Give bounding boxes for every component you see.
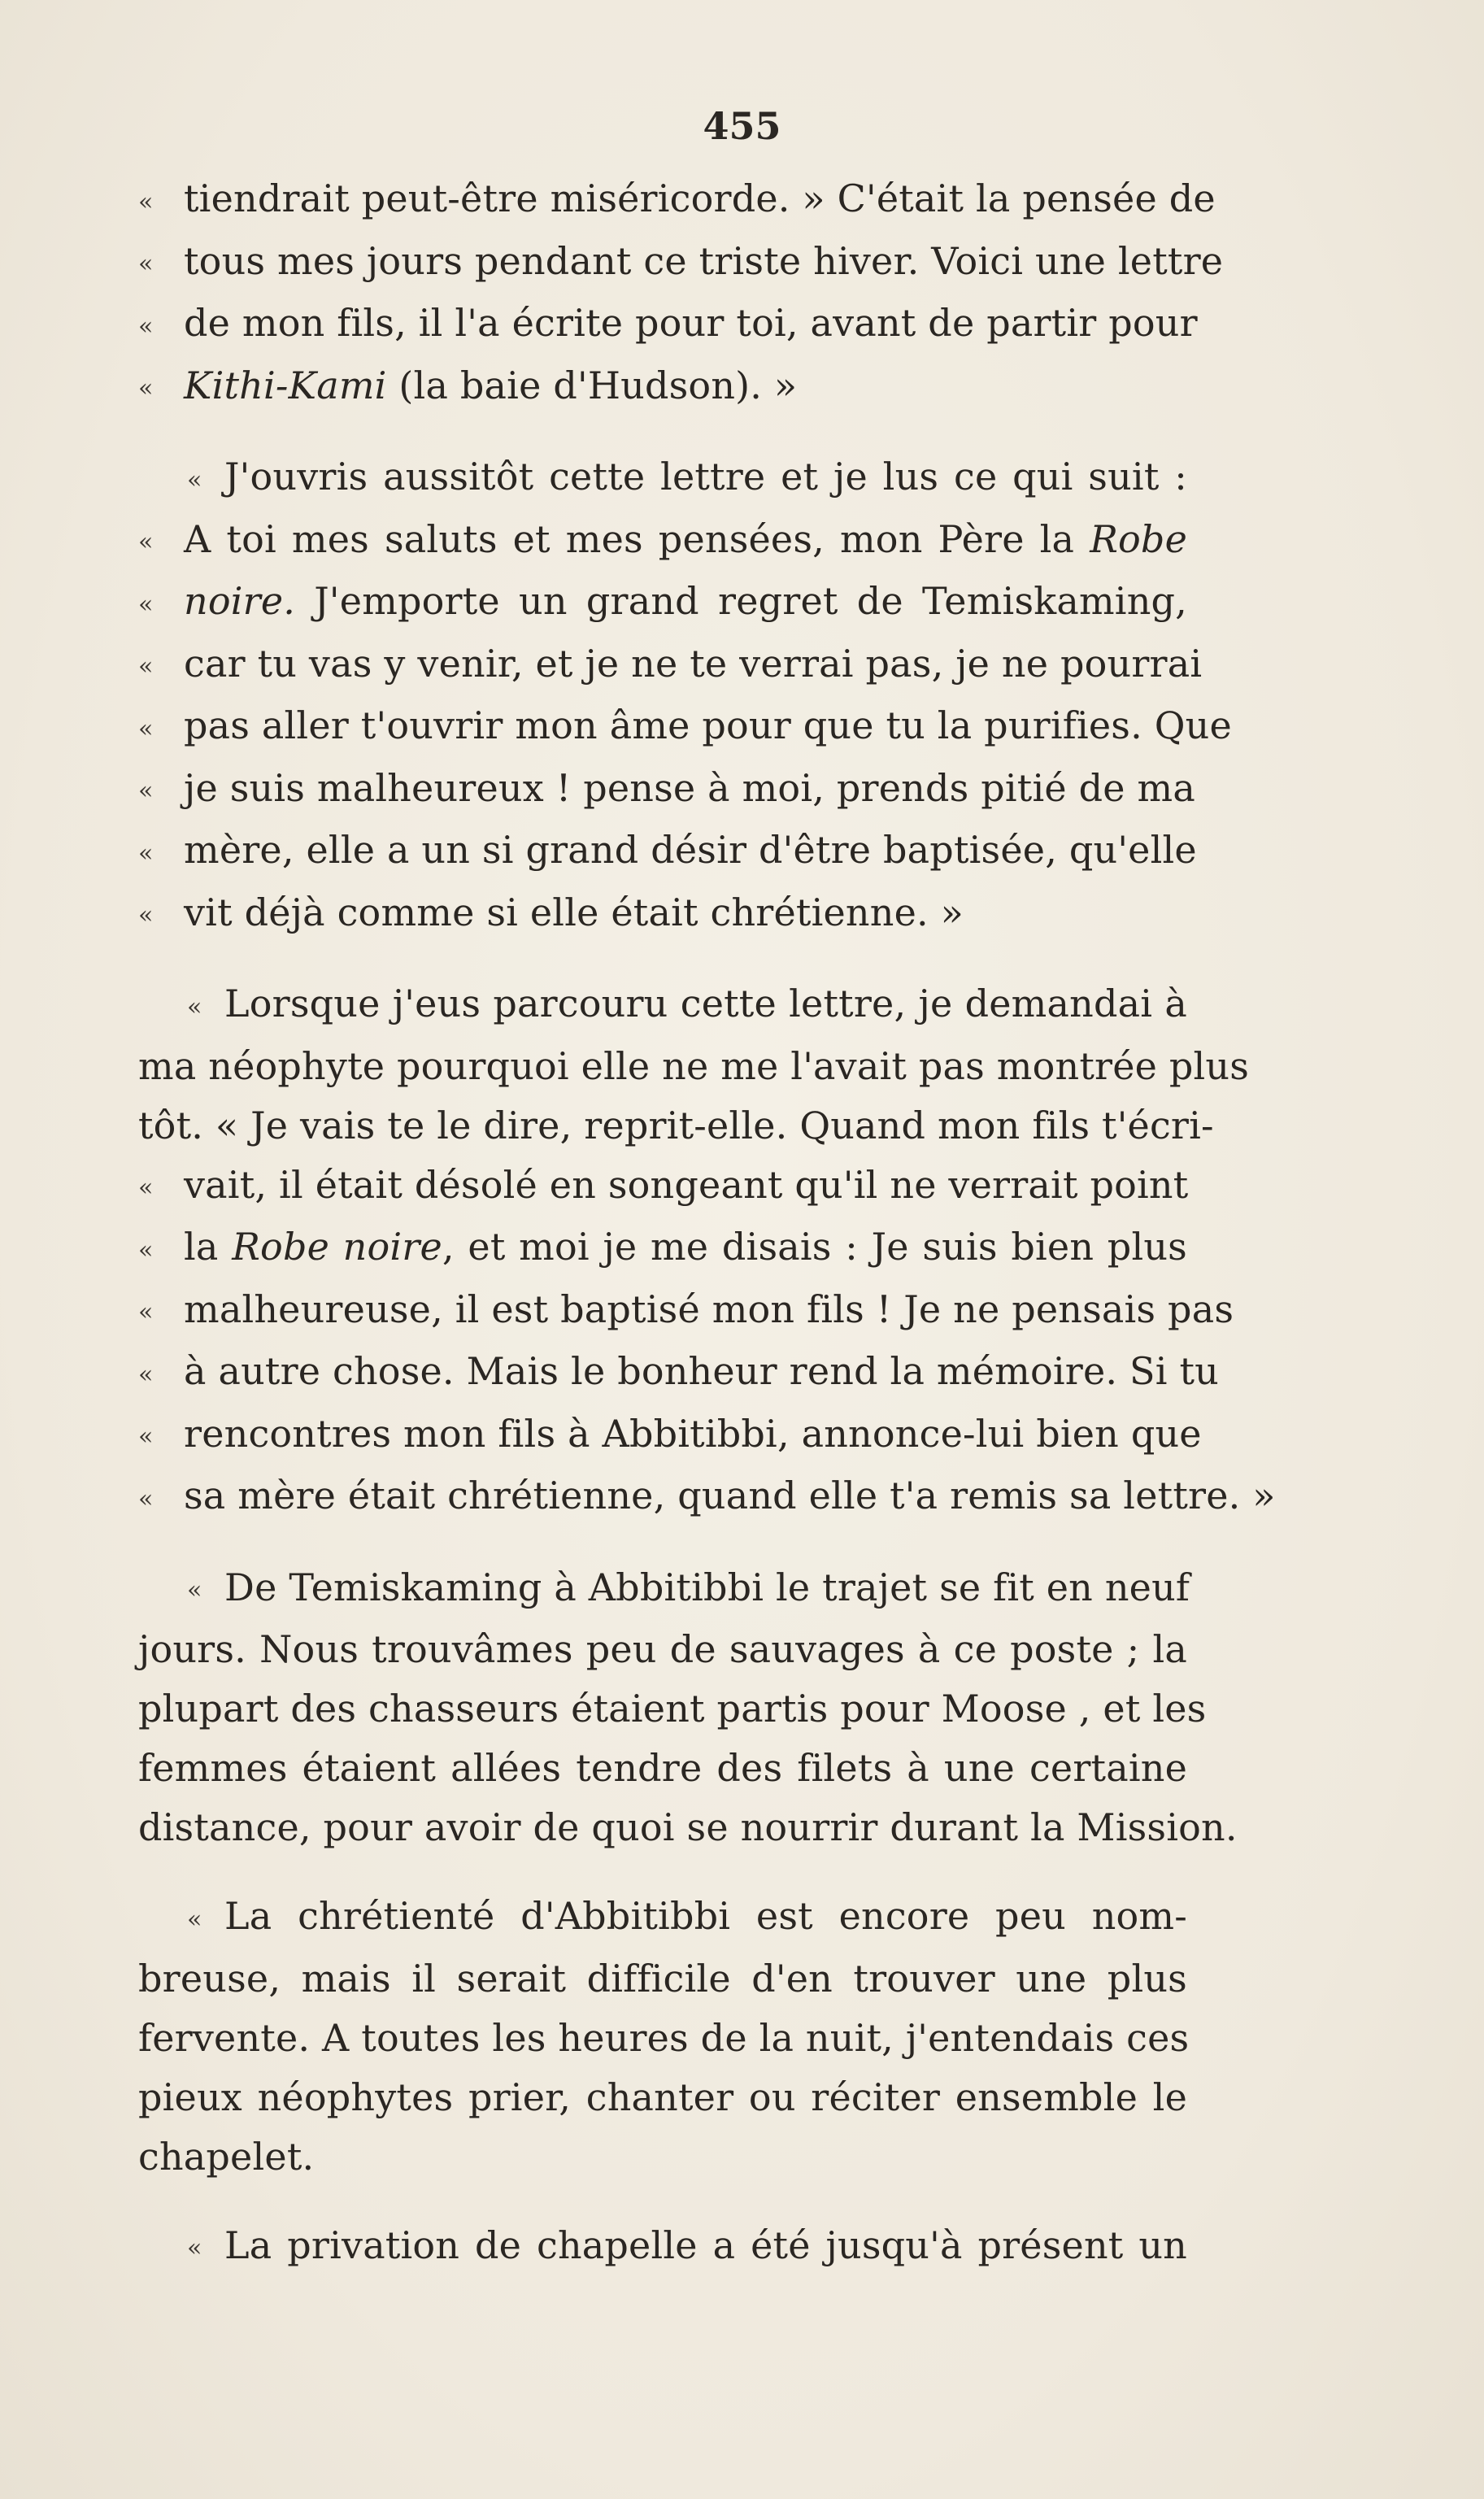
text-line: « malheureuse, il est baptisé mon fils ! Je ne pensais pas — [138, 1280, 1187, 1343]
quote-mark: « — [138, 1422, 154, 1451]
text-line: « tous mes jours pendant ce triste hiver. Voici une lettre — [138, 232, 1187, 294]
text-line: « A toi mes saluts et mes pensées, mon Père la Robe — [138, 510, 1187, 573]
paragraph — [138, 1887, 1190, 2187]
quote-mark: « — [138, 652, 154, 681]
text-line: « pas aller t'ouvrir mon âme pour que tu la purifies. Que — [138, 696, 1187, 759]
text-line: « la Robe noire, et moi je me disais : Je suis bien plus — [138, 1217, 1187, 1280]
text-line: jours. Nous trouvâmes peu de sauvages à ce poste ; la — [138, 1627, 1187, 1671]
quote-mark: « — [138, 1298, 154, 1326]
quote-mark: « — [138, 714, 154, 743]
quote-mark: « — [138, 528, 154, 556]
text-line: breuse, mais il serait difficile d'en trouver une plus — [138, 1956, 1187, 2001]
quote-mark: « — [138, 1173, 154, 1202]
quote-mark: « — [138, 1484, 154, 1513]
body-text — [138, 169, 1276, 2307]
quote-mark: « — [138, 1235, 154, 1265]
paragraph — [138, 2216, 1187, 2279]
text-line: « La chrétienté d'Abbitibbi est encore peu nom- — [138, 1887, 1187, 1949]
quote-mark: « — [187, 465, 202, 494]
text-line: « sa mère était chrétienne, quand elle t'a remis sa lettre. » — [138, 1466, 1187, 1529]
quote-mark: « — [138, 187, 154, 216]
text-line: « je suis malheureux ! pense à moi, prends pitié de ma — [138, 759, 1187, 821]
quote-mark: « — [187, 1905, 202, 1934]
text-line: « à autre chose. Mais le bonheur rend la mémoire. Si tu — [138, 1342, 1187, 1404]
text-line: fervente. A toutes les heures de la nuit, j'entendais ces — [138, 2015, 1190, 2060]
page-number: 455 — [703, 104, 781, 148]
text-line: tôt. « Je vais te le dire, reprit-elle. Quand mon fils t'écri- — [138, 1103, 1214, 1147]
text-line: « Lorsque j'eus parcouru cette lettre, je demandai à — [138, 974, 1187, 1037]
text-line: « noire. J'emporte un grand regret de Temiskaming, — [138, 572, 1187, 634]
text-line: « Kithi-Kami (la baie d'Hudson). » — [138, 356, 1187, 419]
quote-mark: « — [138, 311, 154, 341]
text-line: « rencontres mon fils à Abbitibbi, annonce-lui bien que — [138, 1404, 1187, 1467]
text-line: « de mon fils, il l'a écrite pour toi, avant de partir pour — [138, 294, 1187, 356]
text-line: « De Temiskaming à Abbitibbi le trajet se fit en neuf — [138, 1558, 1187, 1621]
text-line: pieux néophytes prier, chanter ou réciter ensemble le — [138, 2075, 1187, 2119]
quote-mark: « — [187, 2234, 202, 2262]
text-line: « J'ouvris aussitôt cette lettre et je lus ce qui suit : — [138, 447, 1187, 510]
quote-mark: « — [138, 777, 154, 805]
text-line: « vit déjà comme si elle était chrétienne. » — [138, 883, 1187, 946]
quote-mark: « — [138, 901, 154, 930]
text-line: « La privation de chapelle a été jusqu'à présent un — [138, 2216, 1187, 2279]
text-line: plupart des chasseurs étaient partis pour Moose , et les — [138, 1687, 1207, 1731]
text-line: ma néophyte pourquoi elle ne me l'avait pas montrée plus — [138, 1043, 1250, 1088]
quote-mark: « — [138, 250, 154, 278]
paragraph — [138, 447, 1232, 945]
text-line: distance, pour avoir de quoi se nourrir durant la Mission. — [138, 1805, 1238, 1849]
text-line: chapelet. — [138, 2134, 315, 2179]
quote-mark: « — [187, 992, 202, 1021]
paragraph — [138, 169, 1224, 418]
text-line: « tiendrait peut-être miséricorde. » C'était la pensée de — [138, 169, 1187, 232]
paragraph — [138, 1558, 1238, 1858]
quote-mark: « — [138, 838, 154, 868]
text-line: « mère, elle a un si grand désir d'être baptisée, qu'elle — [138, 821, 1187, 883]
quote-mark: « — [138, 1360, 154, 1389]
text-line: « car tu vas y venir, et je ne te verrai pas, je ne pourrai — [138, 634, 1187, 697]
text-line: femmes étaient allées tendre des filets à une certaine — [138, 1746, 1187, 1790]
text-line: « vait, il était désolé en songeant qu'il ne verrait point — [138, 1156, 1187, 1218]
quote-mark: « — [187, 1576, 202, 1604]
paragraph — [138, 974, 1276, 1529]
quote-mark: « — [138, 374, 154, 403]
quote-mark: « — [138, 590, 154, 619]
